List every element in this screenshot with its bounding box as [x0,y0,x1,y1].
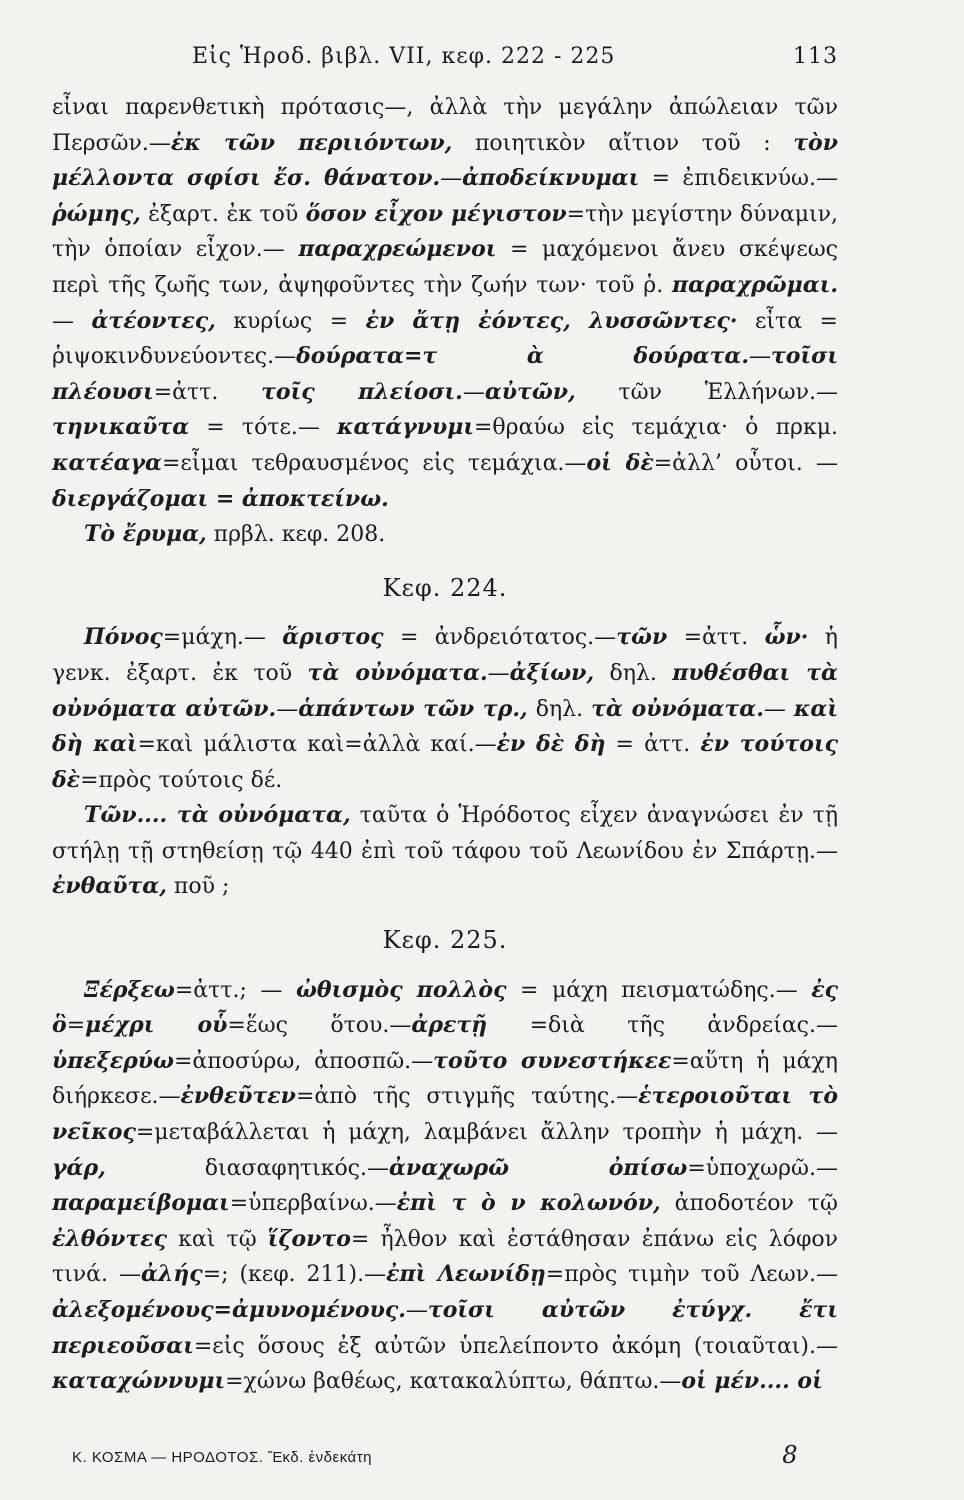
signature-mark: 8 [782,1441,798,1469]
commentary-text [52,90,838,1400]
paragraph-chapter-225-notes: Ξέρξεω=ἀττ.; — ὠθισμὸς πολλὸς = μάχη πεισματώδης.— ἐς ὃ=μέχρι οὗ=ἕως ὅτου.—ἀρετῇ =διὰ τῆς ἀνδρείας.— ὑπεξερύω=ἀποσύρω, ἀποσπῶ.—τοῦτο συνεστήκεε=αὕτη ἡ μάχη διήρκεσε.—ἐνθεῦτεν=ἀπὸ τῆς στιγμῆς ταύτης.—ἑτεροιοῦται τὸ νεῖκος=μεταβάλλεται ἡ μάχη, λαμβάνει ἄλλην τροπὴν ἡ μάχη. —γάρ, διασαφητικός.—ἀναχωρῶ ὀπίσω=ὑποχωρῶ.—παραμείβομαι=ὑπερβαίνω.—ἐπὶ τ ὸ ν κολωνόν, ἀποδοτέον τῷ ἐλθόντες καὶ τῷ ἵζοντο= ἦλθον καὶ ἐστάθησαν ἐπάνω εἰς λόφον τινά. —ἀλής=; (κεφ. 211).—ἐπὶ Λεωνίδῃ=πρὸς τιμὴν τοῦ Λεων.— ἀλεξομένους=ἀμυνομένους.—τοῖσι αὐτῶν ἐτύγχ. ἔτι περιεοῦσαι=εἰς ὅσους ἐξ αὐτῶν ὑπελείποντο ἀκόμη (τοιαῦται).—καταχώννυμι=χώνω βαθέως, κατακαλύπτω, θάπτω.—οἱ μέν.... οἱ [52,976,839,1395]
book-page [52,40,838,1480]
chapter-heading-225: Κεφ. 225. [382,926,508,955]
paragraph-ta-ounomata: Τῶν.... τὰ οὐνόματα, ταῦτα ὁ Ἡρόδοτος εἶχεν ἀναγνώσει ἐν τῇ στήλῃ τῇ στηθείσῃ τῷ 440 ἐπὶ τοῦ τάφου τοῦ Λεωνίδου ἐν Σπάρτῃ.— ἐνθαῦτα, ποῦ ; [52,802,839,900]
page-footer [72,1441,838,1479]
running-head [52,40,838,80]
running-title: Εἰς Ἡροδ. βιβλ. VII, κεφ. 222 - 225 [192,44,616,69]
page-number: 113 [793,44,838,69]
paragraph-to-eryma: Τὸ ἔρυμα, πρβλ. κεφ. 208. [84,521,386,548]
footer-edition-line: Κ. ΚΟΣΜΑ — ΗΡΟΔΟΤΟΣ. Ἔκδ. ἑνδεκάτη [72,1449,372,1466]
paragraph-chapter-223-notes: εἶναι παρενθετικὴ πρότασις—, ἀλλὰ τὴν μεγάλην ἀπώλειαν τῶν Περσῶν.—ἐκ τῶν περιιόντων, ποιητικὸν αἴτιον τοῦ : τὸν μέλλοντα σφίσι ἔσ. θάνατον.—ἀποδείκνυμαι = ἐπιδεικνύω.—ῥώμης, ἐξαρτ. ἐκ τοῦ ὅσον εἶχον μέγιστον=τὴν μεγίστην δύναμιν, τὴν ὁποίαν εἶχον.— παραχρεώμενοι = μαχόμενοι ἄνευ σκέψεως περὶ τῆς ζωῆς των, ἀψηφοῦντες τὴν ζωήν των· τοῦ ῥ. παραχρῶμαι.— ἀτέοντες, κυρίως = ἐν ἄτῃ ἐόντες, λυσσῶντες· εἶτα = ῥιψοκινδυνεύοντες.—δούρατα=τ ὰ δούρατα.—τοῖσι πλέουσι=ἀττ. τοῖς πλείοσι.—αὐτῶν, τῶν Ἑλλήνων.— τηνικαῦτα = τότε.— κατάγνυμι=θραύω εἰς τεμάχια· ὁ πρκμ. κατέαγα=εἶμαι τεθραυσμένος εἰς τεμάχια.—οἱ δὲ=ἀλλ’ οὗτοι. — διεργάζομαι = ἀποκτείνω. [52,95,839,512]
chapter-heading-224: Κεφ. 224. [382,573,508,602]
paragraph-chapter-224-notes: Πόνος=μάχη.— ἄριστος = ἀνδρειότατος.—τῶν =ἀττ. ὧν· ἡ γενκ. ἐξαρτ. ἐκ τοῦ τὰ οὐνόματα.—ἀξίων, δηλ. πυθέσθαι τὰ οὐνόματα αὐτῶν.—ἁπάντων τῶν τρ., δηλ. τὰ οὐνόματα.— καὶ δὴ καὶ=καὶ μάλιστα καὶ=ἀλλὰ καί.—ἐν δὲ δὴ = ἀττ. ἐν τούτοις δὲ=πρὸς τούτοις δέ. [52,624,838,793]
